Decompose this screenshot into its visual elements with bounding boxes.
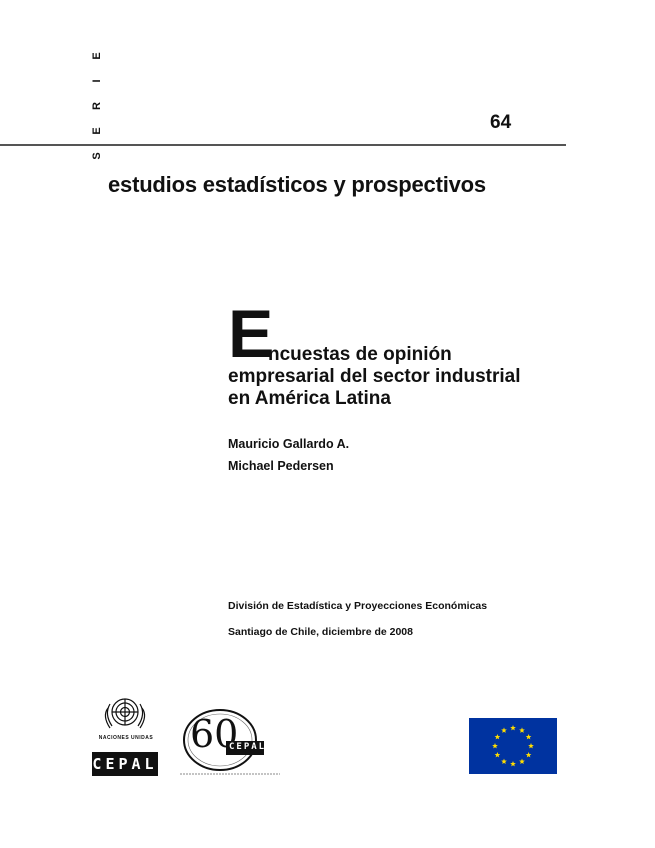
serie-letter: R xyxy=(91,102,103,110)
anniversary-logo xyxy=(180,704,280,780)
serie-letter: E xyxy=(91,52,103,60)
series-number: 64 xyxy=(490,112,512,133)
author-2: Michael Pedersen xyxy=(228,459,334,473)
serie-letter: E xyxy=(91,127,103,135)
place-date-text: Santiago de Chile, diciembre de 2008 xyxy=(228,626,413,638)
un-label: NACIONES UNIDAS xyxy=(98,735,154,741)
serie-letter: S xyxy=(91,152,103,160)
anniversary-number: 60 xyxy=(190,712,239,756)
title-initial: E xyxy=(228,296,274,372)
title-line-3: en América Latina xyxy=(228,388,391,409)
title-line-2: empresarial del sector industrial xyxy=(228,366,521,387)
title-line-1: ncuestas de opinión xyxy=(268,344,452,365)
un-emblem-icon xyxy=(98,694,152,734)
eu-flag-icon xyxy=(469,718,557,774)
cepal-logo: CEPAL xyxy=(92,752,158,776)
anniversary-caption: CEPAL xyxy=(229,742,267,752)
division-text: División de Estadística y Proyecciones Económicas xyxy=(228,600,488,612)
header-rule xyxy=(0,144,566,146)
serie-letter: I xyxy=(91,79,103,83)
author-1: Mauricio Gallardo A. xyxy=(228,437,350,451)
series-title: estudios estadísticos y prospectivos xyxy=(108,172,486,197)
